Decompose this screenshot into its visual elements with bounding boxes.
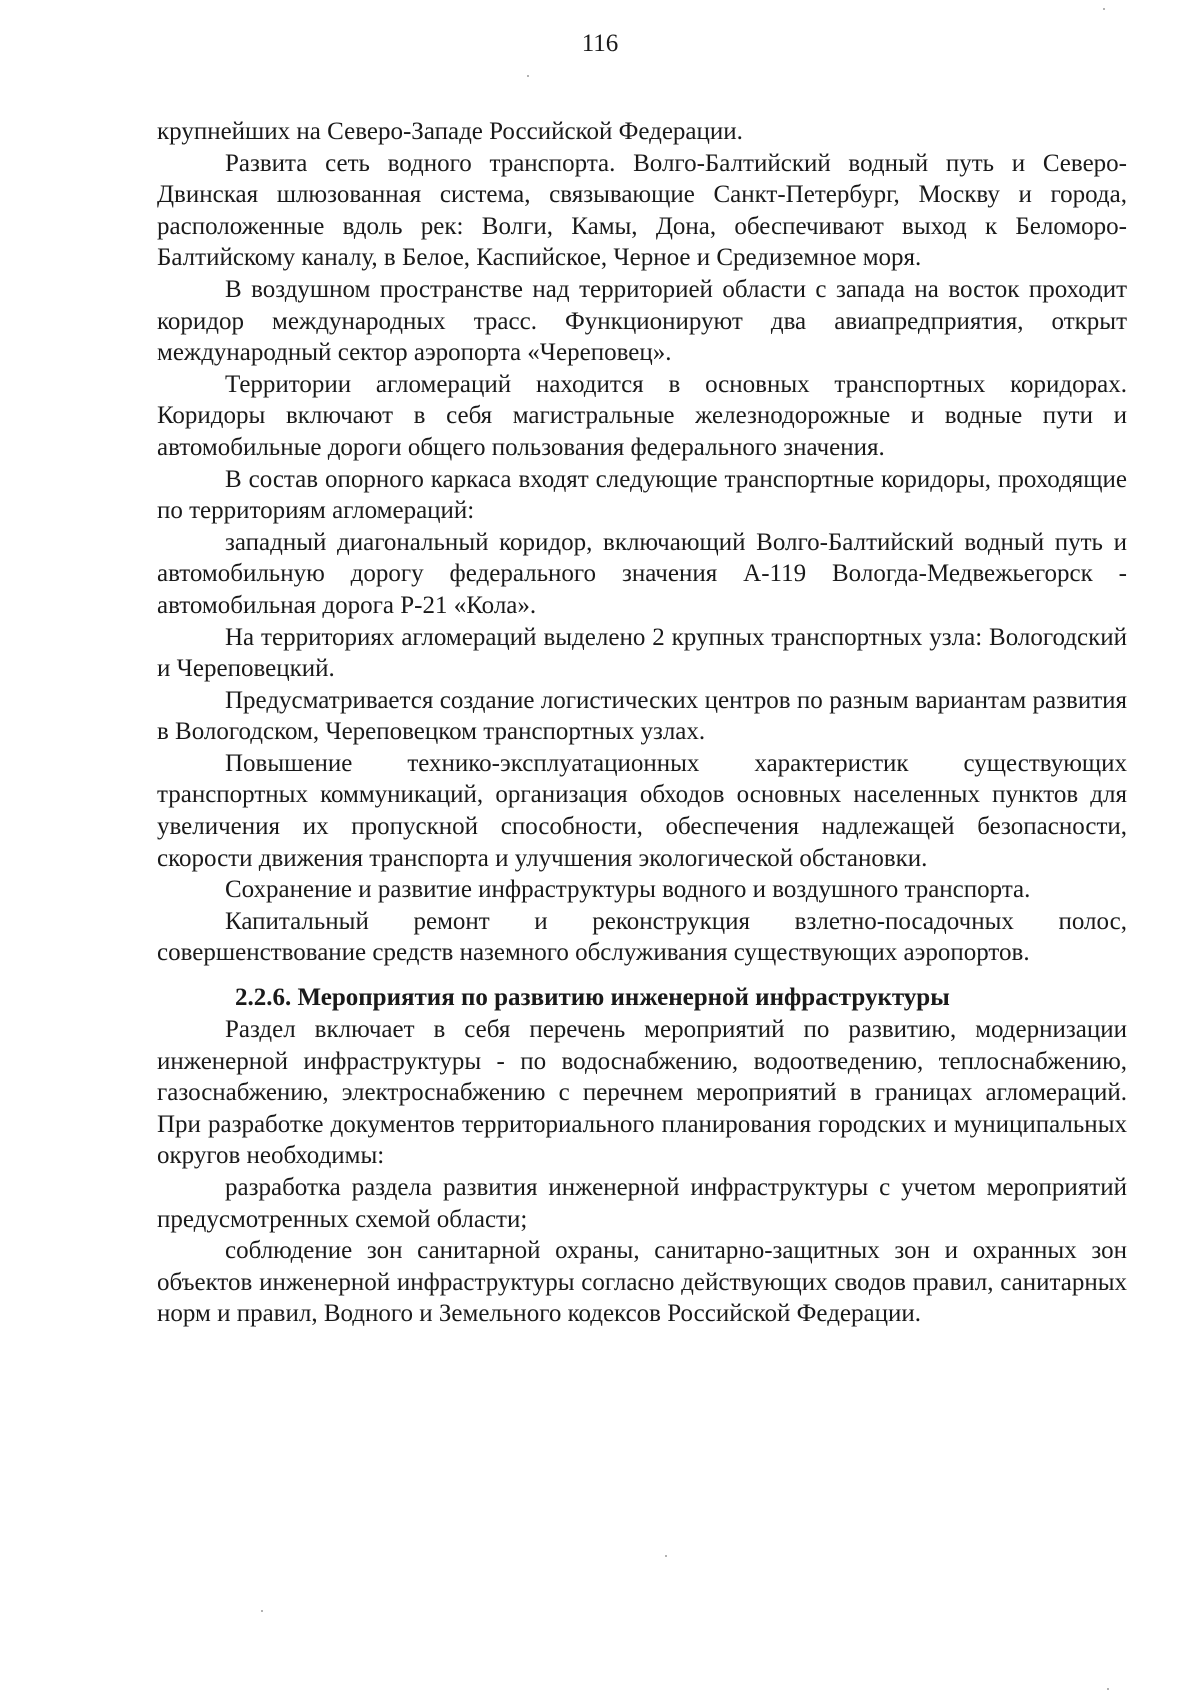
paragraph-section-intro: Раздел включает в себя перечень мероприятий по развитию, модернизации инженерной инфраструктуры - по водоснабжению, водоотведению, теплоснабжению, газоснабжению, электроснабжению с перечнем мероприятий в границах агломераций. При разработке документов территориального планирования городских и муниципальных округов необходимы:: [157, 1016, 1127, 1170]
paragraph-continuation: крупнейших на Северо-Западе Российской Федерации.: [157, 118, 743, 145]
page-number: 116: [581, 30, 619, 57]
scan-speck: [261, 1610, 263, 1612]
paragraph-framework-corridors: В состав опорного каркаса входят следующие транспортные коридоры, проходящие по территориям агломераций:: [157, 465, 1127, 525]
paragraph-section-item-1: разработка раздела развития инженерной инфраструктуры с учетом мероприятий предусмотренных схемой области;: [157, 1174, 1127, 1233]
paragraph-logistics-centers: Предусматривается создание логистических центров по разным вариантам развития в Вологодском, Череповецком транспортных узлах.: [157, 686, 1127, 746]
paragraph-runway-repair: Капитальный ремонт и реконструкция взлетно-посадочных полос, совершенствование средств наземного обслуживания существующих аэропортов.: [157, 907, 1127, 967]
scan-speck: [1107, 1688, 1109, 1690]
paragraph-transport-corridors: Территории агломераций находится в основных транспортных коридорах. Коридоры включают в себя магистральные железнодорожные и водные пути и автомобильные дороги общего пользования федерального значения.: [157, 370, 1127, 461]
paragraph-transport-hubs: На территориях агломераций выделено 2 крупных транспортных узла: Вологодский и Череповецкий.: [157, 623, 1127, 683]
paragraph-water-transport: Развита сеть водного транспорта. Волго-Балтийский водный путь и Северо-Двинская шлюзованная система, связывающие Санкт-Петербург, Москву и города, расположенные вдоль рек: Волги, Камы, Дона, обеспечивают выход к Беломоро-Балтийскому каналу, в Белое, Каспийское, Черное и Средиземное моря.: [157, 149, 1127, 272]
paragraph-section-item-2: соблюдение зон санитарной охраны, санитарно-защитных зон и охранных зон объектов инженерной инфраструктуры согласно действующих сводов правил, санитарных норм и правил, Водного и Земельного кодексов Российской Федерации.: [157, 1237, 1127, 1328]
paragraph-improvement: Повышение технико-эксплуатационных характеристик существующих транспортных коммуникаций, организация обходов основных населенных пунктов для увеличения их пропускной способности, обеспечения надлежащей безопасности, скорости движения транспорта и улучшения экологической обстановки.: [157, 749, 1127, 872]
paragraph-infrastructure-preservation: Сохранение и развитие инфраструктуры водного и воздушного транспорта.: [225, 876, 1031, 904]
paragraph-air-corridor: В воздушном пространстве над территорией области с запада на восток проходит коридор международных трасс. Функционируют два авиапредприятия, открыт международный сектор аэропорта «Череповец».: [157, 275, 1127, 367]
scan-speck: [665, 1555, 667, 1557]
paragraph-western-corridor: западный диагональный коридор, включающий Волго-Балтийский водный путь и автомобильную дорогу федерального значения А-119 Вологда-Медвежьегорск - автомобильная дорога Р-21 «Кола».: [157, 528, 1127, 619]
scan-speck: [527, 75, 529, 77]
page-content: [157, 116, 1127, 1330]
scan-speck: [1103, 8, 1105, 10]
section-heading: 2.2.6. Мероприятия по развитию инженерной инфраструктуры: [235, 984, 950, 1012]
